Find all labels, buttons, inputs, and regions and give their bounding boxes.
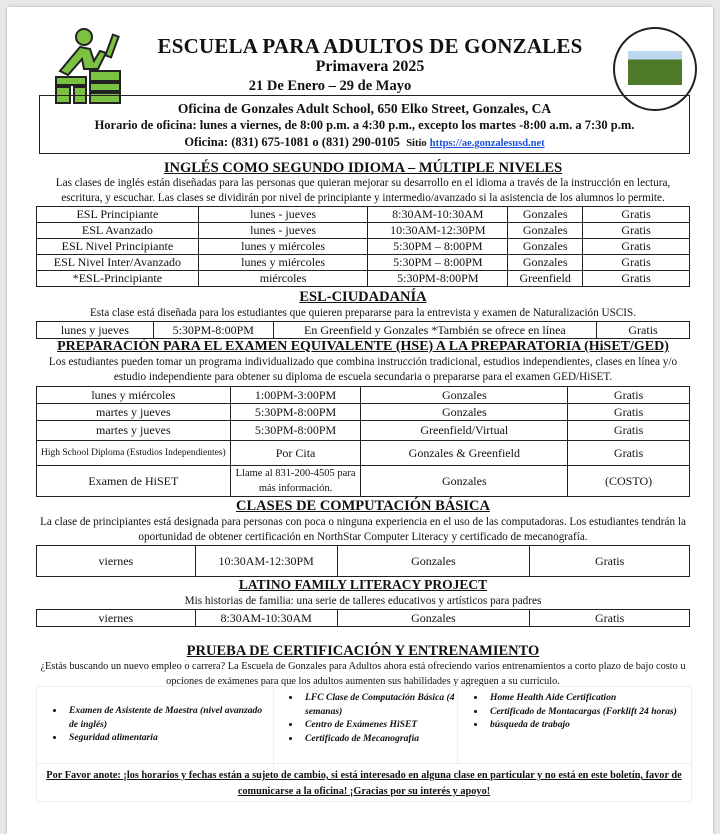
table-cell: 5:30PM-8:00PM (230, 404, 361, 421)
table-cell: Gonzales (508, 223, 583, 239)
table-row (37, 255, 690, 271)
esl-heading: INGLÉS COMO SEGUNDO IDIOMA – MÚLTIPLE NIVELES (163, 160, 563, 176)
table-cell: Examen de HiSET (37, 466, 231, 497)
table-cell: Gonzales (508, 239, 583, 255)
hse-table (36, 386, 690, 497)
table-row (37, 421, 690, 441)
table-row (37, 546, 690, 577)
hse-description: Los estudiantes pueden tomar un programa individualizado que combina instrucción tradicional, estudios independientes, clases en línea y/o estudio independiente para obtener su diploma de escuela secundaria o prepararse para el examen GED/HiSET. (48, 356, 678, 383)
table-cell: 1:00PM-3:00PM (230, 387, 361, 404)
table-cell: viernes (37, 610, 196, 627)
table-cell: lunes y miércoles (198, 255, 368, 271)
table-cell: (COSTO) (568, 466, 690, 497)
certification-item: • LFC Clase de Computación Básica (4 semanas) (301, 691, 457, 718)
table-cell: Gratis (568, 421, 690, 441)
table-cell: Gratis (583, 223, 690, 239)
table-cell: Gonzales (361, 387, 568, 404)
table-cell: High School Diploma (Estudios Independientes) (37, 441, 231, 466)
table-cell: ESL Nivel Principiante (37, 239, 199, 255)
table-cell: 8:30AM-10:30AM (368, 207, 508, 223)
table-cell: Gonzales (361, 466, 568, 497)
table-row (37, 239, 690, 255)
table-cell: 8:30AM-10:30AM (195, 610, 337, 627)
certification-box (36, 686, 692, 802)
table-cell: lunes - jueves (198, 207, 368, 223)
certification-item: • Seguridad alimentaria (65, 731, 273, 745)
table-cell: 5:30PM-8:00PM (230, 421, 361, 441)
table-cell: Gonzales (337, 546, 530, 577)
table-cell: Greenfield (508, 271, 583, 287)
table-cell: Por Cita (230, 441, 361, 466)
table-cell: Gonzales (508, 207, 583, 223)
table-cell: miércoles (198, 271, 368, 287)
lflp-heading: LATINO FAMILY LITERACY PROJECT (238, 577, 488, 592)
table-cell: martes y jueves (37, 421, 231, 441)
citizenship-table (36, 321, 690, 339)
table-cell: ESL Principiante (37, 207, 199, 223)
table-cell: lunes y miércoles (37, 387, 231, 404)
table-row (37, 610, 690, 627)
table-cell: Gratis (583, 255, 690, 271)
certification-description: ¿Estás buscando un nuevo empleo o carrera? La Escuela de Gonzales para Adultos ahora está ofreciendo varios entrenamientos a corto plazo de bajo costo u opciones de exámenes para que los adultos aumenten sus habilidades y agreguen a su curriculo. (40, 661, 686, 687)
certification-item: • Examen de Asistente de Maestra (nivel avanzado de inglés) (65, 704, 273, 731)
website-link[interactable]: https://ae.gonzalesusd.net (429, 138, 545, 149)
table-cell: Llame al 831-200-4505 para más información. (230, 466, 361, 497)
hse-heading: PREPARACIÓN PARA EL EXAMEN EQUIVALENTE (HSE) A LA PREPARATORIA (HiSET/GED) (57, 339, 669, 354)
table-cell: Gratis (583, 239, 690, 255)
citizenship-heading: ESL-CIUDADANÍA (299, 289, 427, 305)
cert-column-2 (273, 687, 458, 763)
table-row (37, 223, 690, 239)
table-cell: 5:30PM-8:00PM (368, 271, 508, 287)
certification-item: • Certificado de Montacargas (Forklift 24 horas) (486, 705, 691, 719)
dates: 21 De Enero – 29 de Mayo (248, 78, 412, 94)
table-cell: Greenfield/Virtual (361, 421, 568, 441)
computer-heading: CLASES DE COMPUTACIÓN BÁSICA (236, 498, 490, 514)
table-cell: lunes y miércoles (198, 239, 368, 255)
table-cell: Gratis (568, 387, 690, 404)
table-cell: *ESL-Principiante (37, 271, 199, 287)
table-cell: lunes - jueves (198, 223, 368, 239)
table-row (37, 466, 690, 497)
office-hours: Horario de oficina: lunes a viernes, de 8:00 p.m. a 4:30 p.m., excepto los martes -8:00 a.m. a 7:30 p.m. (94, 118, 635, 132)
table-row (37, 271, 690, 287)
table-cell: 5:30PM – 8:00PM (368, 255, 508, 271)
table-cell: Gonzales (508, 255, 583, 271)
table-cell: martes y jueves (37, 404, 231, 421)
table-cell: ESL Nivel Inter/Avanzado (37, 255, 199, 271)
citizenship-description: Esta clase está diseñada para los estudiantes que quieren prepararse para la entrevista y examen de Naturalización USCIS. (89, 307, 637, 319)
table-cell: 5:30PM – 8:00PM (368, 239, 508, 255)
table-cell: Gratis (530, 546, 690, 577)
table-cell: 10:30AM-12:30PM (195, 546, 337, 577)
esl-description: Las clases de inglés están diseñadas para las personas que quieran mejorar su desarrollo en el idioma a través de la instrucción en lectura, escritura, y escuchar. Las clases se dividirán por nivel de principiante y intermedio/avanzado si la asistencia de los alumnos lo permite. (55, 177, 671, 204)
season: Primavera 2025 (315, 58, 425, 75)
schedule-change-note: Por Favor anote: ¡los horarios y fechas están a sujeto de cambio, si está interesado en alguna clase en particular y no está en este boletín, favor de comunicarse a la oficina! ¡Gracias por su interés y apoyo! (37, 763, 691, 800)
lflp-description: Mis historias de familia: una serie de talleres educativos y artísticos para padres (184, 595, 542, 607)
table-row (37, 387, 690, 404)
certification-heading: PRUEBA DE CERTIFICACIÓN Y ENTRENAMIENTO (186, 643, 540, 659)
certification-item: • búsqueda de trabajo (486, 718, 691, 732)
table-cell: Gonzales & Greenfield (361, 441, 568, 466)
school-title: ESCUELA PARA ADULTOS DE GONZALES (157, 34, 583, 58)
table-cell: lunes y jueves (37, 322, 154, 339)
table-cell: En Greenfield y Gonzales *También se ofrece en línea (273, 322, 596, 339)
computer-table (36, 545, 690, 577)
table-cell: Gonzales (361, 404, 568, 421)
table-cell: Gratis (583, 271, 690, 287)
table-row (37, 404, 690, 421)
certification-item: • Centro de Exámenes HiSET (301, 718, 457, 732)
table-cell: Gratis (568, 441, 690, 466)
certification-item: • Home Health Aide Certification (486, 691, 691, 705)
certification-item: • Certificado de Mecanografía (301, 732, 457, 746)
table-row (37, 207, 690, 223)
office-phone: Oficina: (831) 675-1081 o (831) 290-0105 (184, 135, 400, 149)
site-label: Sitio (406, 138, 427, 149)
table-cell: Gratis (583, 207, 690, 223)
table-cell: Gratis (597, 322, 690, 339)
table-cell: Gonzales (337, 610, 530, 627)
table-cell: Gratis (530, 610, 690, 627)
office-address: Oficina de Gonzales Adult School, 650 Elko Street, Gonzales, CA (177, 101, 552, 116)
table-cell: ESL Avanzado (37, 223, 199, 239)
esl-table (36, 206, 690, 287)
table-cell: viernes (37, 546, 196, 577)
table-row (37, 441, 690, 466)
cert-column-3 (458, 687, 691, 763)
table-cell: 10:30AM-12:30PM (368, 223, 508, 239)
table-cell: 5:30PM-8:00PM (153, 322, 273, 339)
lflp-table (36, 609, 690, 627)
table-row (37, 322, 690, 339)
office-info-box (39, 95, 690, 154)
computer-description: La clase de principiantes está designada para personas con poca o ninguna experiencia en el uso de las computadoras. Los estudiantes tendrán la oportunidad de obtener certificación en NorthStar Computer Literacy y certificado de mecanografía. (40, 516, 686, 543)
table-cell: Gratis (568, 404, 690, 421)
